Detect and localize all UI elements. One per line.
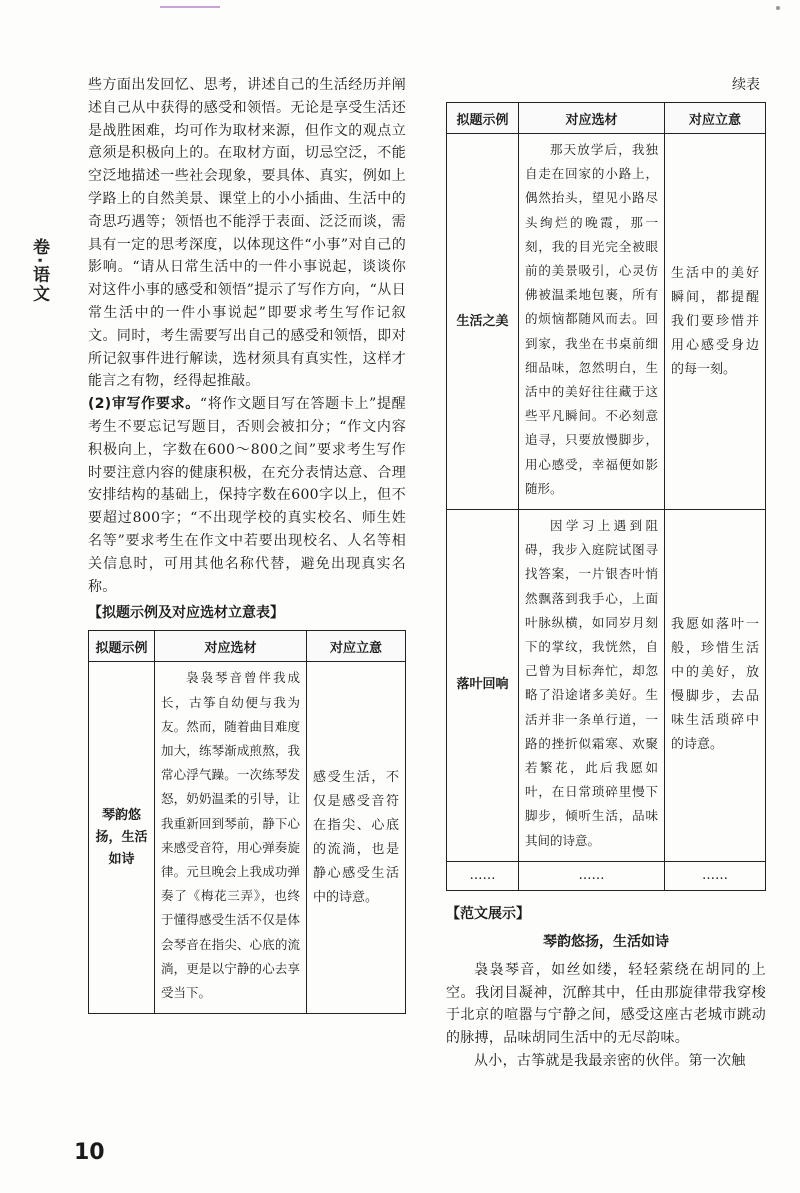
row-intent: 我愿如落叶一般，珍惜生活中的美好，放慢脚步，去品味生活琐碎中的诗意。 [665, 510, 766, 862]
essay-paragraph: 从小，古筝就是我最亲密的伙伴。第一次触 [474, 1053, 746, 1070]
requirements-text: “将作文题目写在答题卡上”提醒考生不要忘记写题目，否则会被扣分；“作文内容积极向上，字数在600～800之间”要求考生写作时要注意内容的健康积极，在充分表情达意、合理安排结构的基础上，保持字数在600字以上，但不要超过800字；“不出现学校的真实校名、师生姓名等”要求考生在作文中若要出现校名、人名等相关信息时，可用其他名称代替，避免出现真实名称。 [88, 396, 406, 595]
table-header-row [89, 631, 406, 662]
header-material: 对应选材 [519, 103, 665, 134]
topic-table-part1 [88, 630, 406, 1014]
side-section-label: 卷·语文 [29, 238, 49, 304]
header-material: 对应选材 [155, 631, 307, 662]
table-row [89, 662, 406, 1014]
row-material [519, 134, 665, 510]
row-topic: 落叶回响 [447, 510, 519, 862]
header-intent: 对应立意 [665, 103, 766, 134]
essay-title: 琴韵悠扬，生活如诗 [543, 933, 669, 950]
row-topic: …… [447, 861, 519, 890]
row-topic: 生活之美 [447, 134, 519, 510]
right-column [446, 74, 766, 1073]
table-row [447, 134, 766, 510]
requirements-paragraph [88, 393, 406, 598]
row-material: …… [519, 861, 665, 890]
requirements-label: (2)审写作要求。 [88, 396, 200, 413]
continued-label: 续表 [732, 77, 760, 93]
row-material-text: 那天放学后，我独自走在回家的小路上，偶然抬头，望见小路尽头绚烂的晚霞，那一刻，我的目光完全被眼前的美景吸引，心灵仿佛被温柔地包裹，所有的烦恼都随风而去。回到家，我坐在书桌前细细品味，忽然明白，生活中的美好往往藏于这些平凡瞬间。不必刻意追寻，只要放慢脚步，用心感受，幸福便如影随形。 [525, 142, 658, 496]
corner-mark [776, 6, 780, 10]
left-column [88, 74, 406, 1014]
row-material-text: 因学习上遇到阻碍，我步入庭院试图寻找答案，一片银杏叶悄然飘落到我手心，上面叶脉纵横，如同岁月刻下的掌纹，我恍然，自己曾为目标奔忙，却忽略了沿途诸多美好。生活并非一条单行道，一路的挫折似霜寒、欢聚若繁花，此后我愿如叶，在日常琐碎里慢下脚步，倾听生活，品味其间的诗意。 [525, 518, 658, 848]
row-topic: 琴韵悠扬，生活如诗 [89, 662, 155, 1014]
row-material [155, 662, 307, 1014]
row-intent: …… [665, 861, 766, 890]
essay-paragraph: 袅袅琴音，如丝如缕，轻轻萦绕在胡同的上空。我闭目凝神，沉醉其中，任由那旋律带我穿梭于北京的喧嚣与宁静之间，感受这座古老城市跳动的脉搏，品味胡同生活中的无尽韵味。 [446, 961, 766, 1047]
header-topic: 拟题示例 [447, 103, 519, 134]
row-intent: 生活中的美好瞬间，都提醒我们要珍惜并用心感受身边的每一刻。 [665, 134, 766, 510]
row-material-text: 袅袅琴音曾伴我成长，古筝自幼便与我为友。然而，随着曲目难度加大，练琴渐成煎熬，我常心浮气躁。一次练琴发怒，奶奶温柔的引导，让我重新回到琴前，静下心来感受音符，用心弹奏旋律。元旦晚会上我成功弹奏了《梅花三弄》，也终于懂得感受生活不仅是体会琴音在指尖、心底的流淌，更是以宁静的心去享受当下。 [161, 670, 300, 1000]
row-intent: 感受生活，不仅是感受音符在指尖、心底的流淌，也是静心感受生活中的诗意。 [307, 662, 406, 1014]
essay-section-label: 【范文展示】 [446, 905, 530, 922]
table-row [447, 861, 766, 890]
intro-paragraph: 些方面出发回忆、思考，讲述自己的生活经历并阐述自己从中获得的感受和领悟。无论是享受生活还是战胜困难，均可作为取材来源，但作文的观点立意须是积极向上的。在取材方面，切忌空泛，不能空泛地描述一些社会现象，要具体、真实，例如上学路上的自然美景、课堂上的小小插曲、生活中的奇思巧遇等；领悟也不能浮于表面、泛泛而谈，需具有一定的思考深度，以体现这件“小事”对自己的影响。“请从日常生活中的一件小事说起，谈谈你对这件小事的感受和领悟”提示了写作方向，“从日常生活中的一件小事说起”即要求考生写作记叙文。同时，考生需要写出自己的感受和领悟，即对所记叙事件进行解读，选材须具有真实性，这样才能言之有物，经得起推敲。 [88, 77, 406, 390]
table-header-row [447, 103, 766, 134]
top-decoration-line [160, 6, 220, 8]
table-heading: 【拟题示例及对应选材立意表】 [88, 605, 284, 622]
topic-table-part2 [446, 102, 766, 891]
table-row [447, 510, 766, 862]
row-material [519, 510, 665, 862]
header-topic: 拟题示例 [89, 631, 155, 662]
page-number: 10 [74, 1140, 105, 1165]
header-intent: 对应立意 [307, 631, 406, 662]
